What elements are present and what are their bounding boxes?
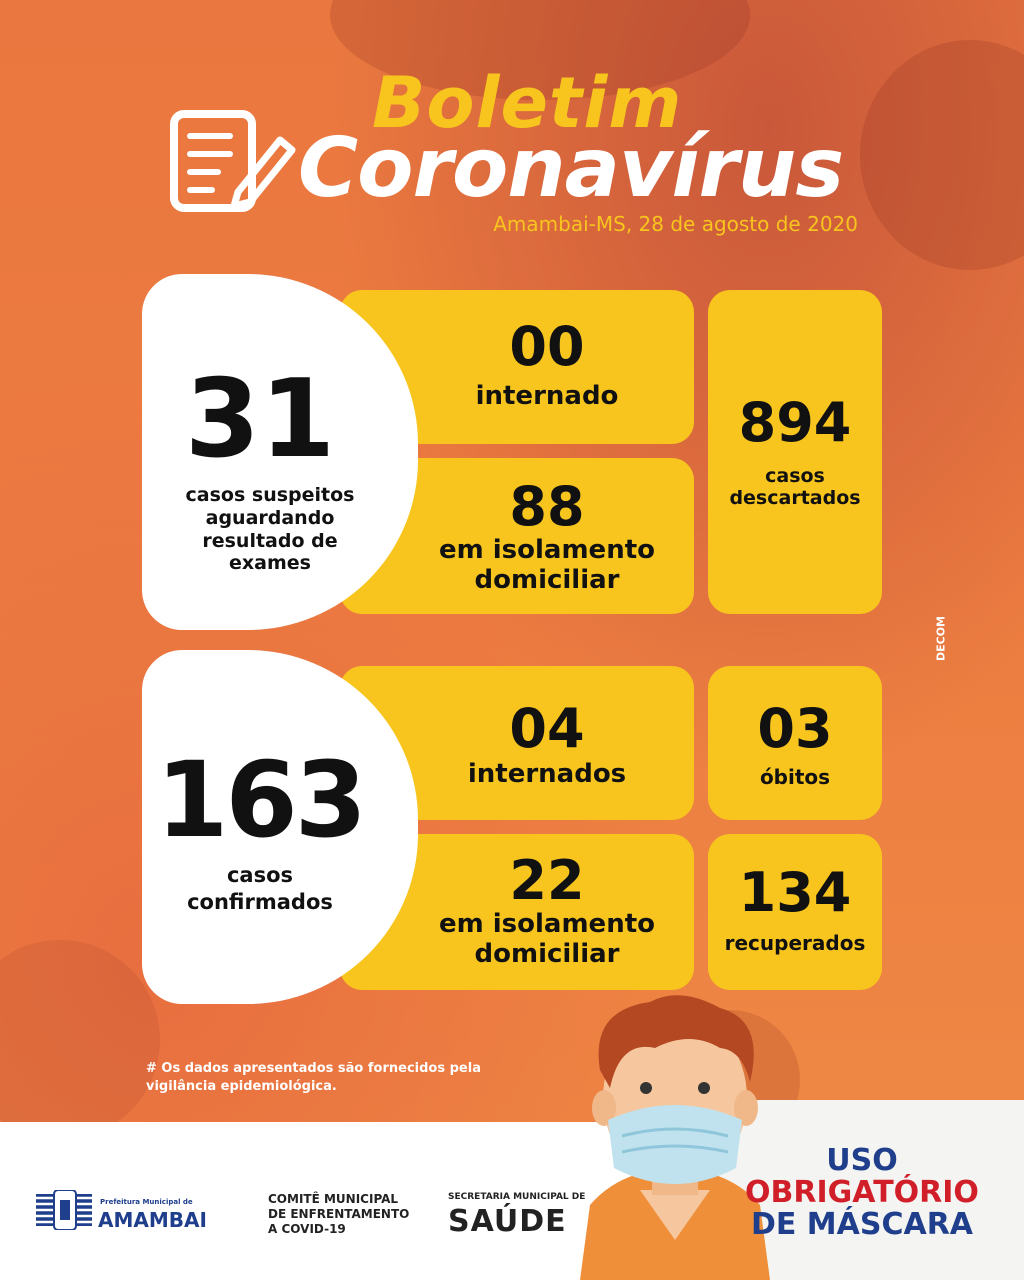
deaths-card	[708, 666, 882, 820]
deaths-number: 03	[757, 697, 833, 760]
decom-logo: DECOM	[934, 616, 948, 662]
suspects-total-number: 31	[184, 357, 336, 482]
confirmed-isolation-number: 22	[509, 849, 585, 912]
recovered-card	[708, 834, 882, 990]
saude-small: SECRETARIA MUNICIPAL DE	[448, 1192, 586, 1202]
mask-line3: DE MÁSCARA	[750, 1207, 974, 1242]
mask-line1: USO	[826, 1143, 898, 1178]
amambai-small: Prefeitura Municipal de	[100, 1198, 193, 1206]
amambai-big: AMAMBAI	[98, 1208, 207, 1232]
discarded-number: 894	[738, 391, 852, 454]
suspects-isolation-label: em isolamento domiciliar	[438, 535, 655, 595]
recovered-number: 134	[738, 861, 852, 924]
suspects-hospitalized-label: internado	[475, 381, 619, 411]
comite-line3: A COVID-19	[268, 1222, 346, 1236]
suspects-hospitalized-number: 00	[509, 315, 585, 378]
suspects-total-label: casos suspeitos aguardando resultado de exames	[185, 484, 355, 575]
document-pen-icon	[168, 100, 298, 215]
saude-big: SAÚDE	[448, 1204, 567, 1239]
confirmed-total-label: casos confirmados	[187, 863, 333, 915]
confirmed-hospitalized-number: 04	[509, 697, 585, 760]
confirmed-isolation-label: em isolamento domiciliar	[438, 909, 655, 969]
comite-line1: COMITÊ MUNICIPAL	[268, 1192, 399, 1206]
discarded-label: casos descartados	[729, 465, 861, 509]
virus-blob	[860, 40, 1024, 270]
deaths-label: óbitos	[759, 765, 831, 789]
title-coronavirus: Coronavírus	[298, 121, 844, 216]
mask-line2: OBRIGATÓRIO	[745, 1175, 979, 1210]
comite-logo	[268, 1192, 409, 1237]
confirmed-total-number: 163	[155, 739, 365, 861]
virus-blob	[0, 940, 160, 1140]
amambai-logo	[36, 1188, 236, 1232]
recovered-label: recuperados	[724, 931, 866, 955]
title-boletim: Boletim	[372, 62, 683, 144]
suspects-isolation-number: 88	[509, 475, 585, 538]
location-date: Amambai-MS, 28 de agosto de 2020	[493, 212, 858, 236]
data-source-note: # Os dados apresentados são fornecidos pela vigilância epidemiológica.	[146, 1061, 481, 1094]
comite-line2: DE ENFRENTAMENTO	[268, 1207, 410, 1221]
discarded-card	[708, 290, 882, 614]
confirmed-hospitalized-label: internados	[467, 759, 627, 789]
